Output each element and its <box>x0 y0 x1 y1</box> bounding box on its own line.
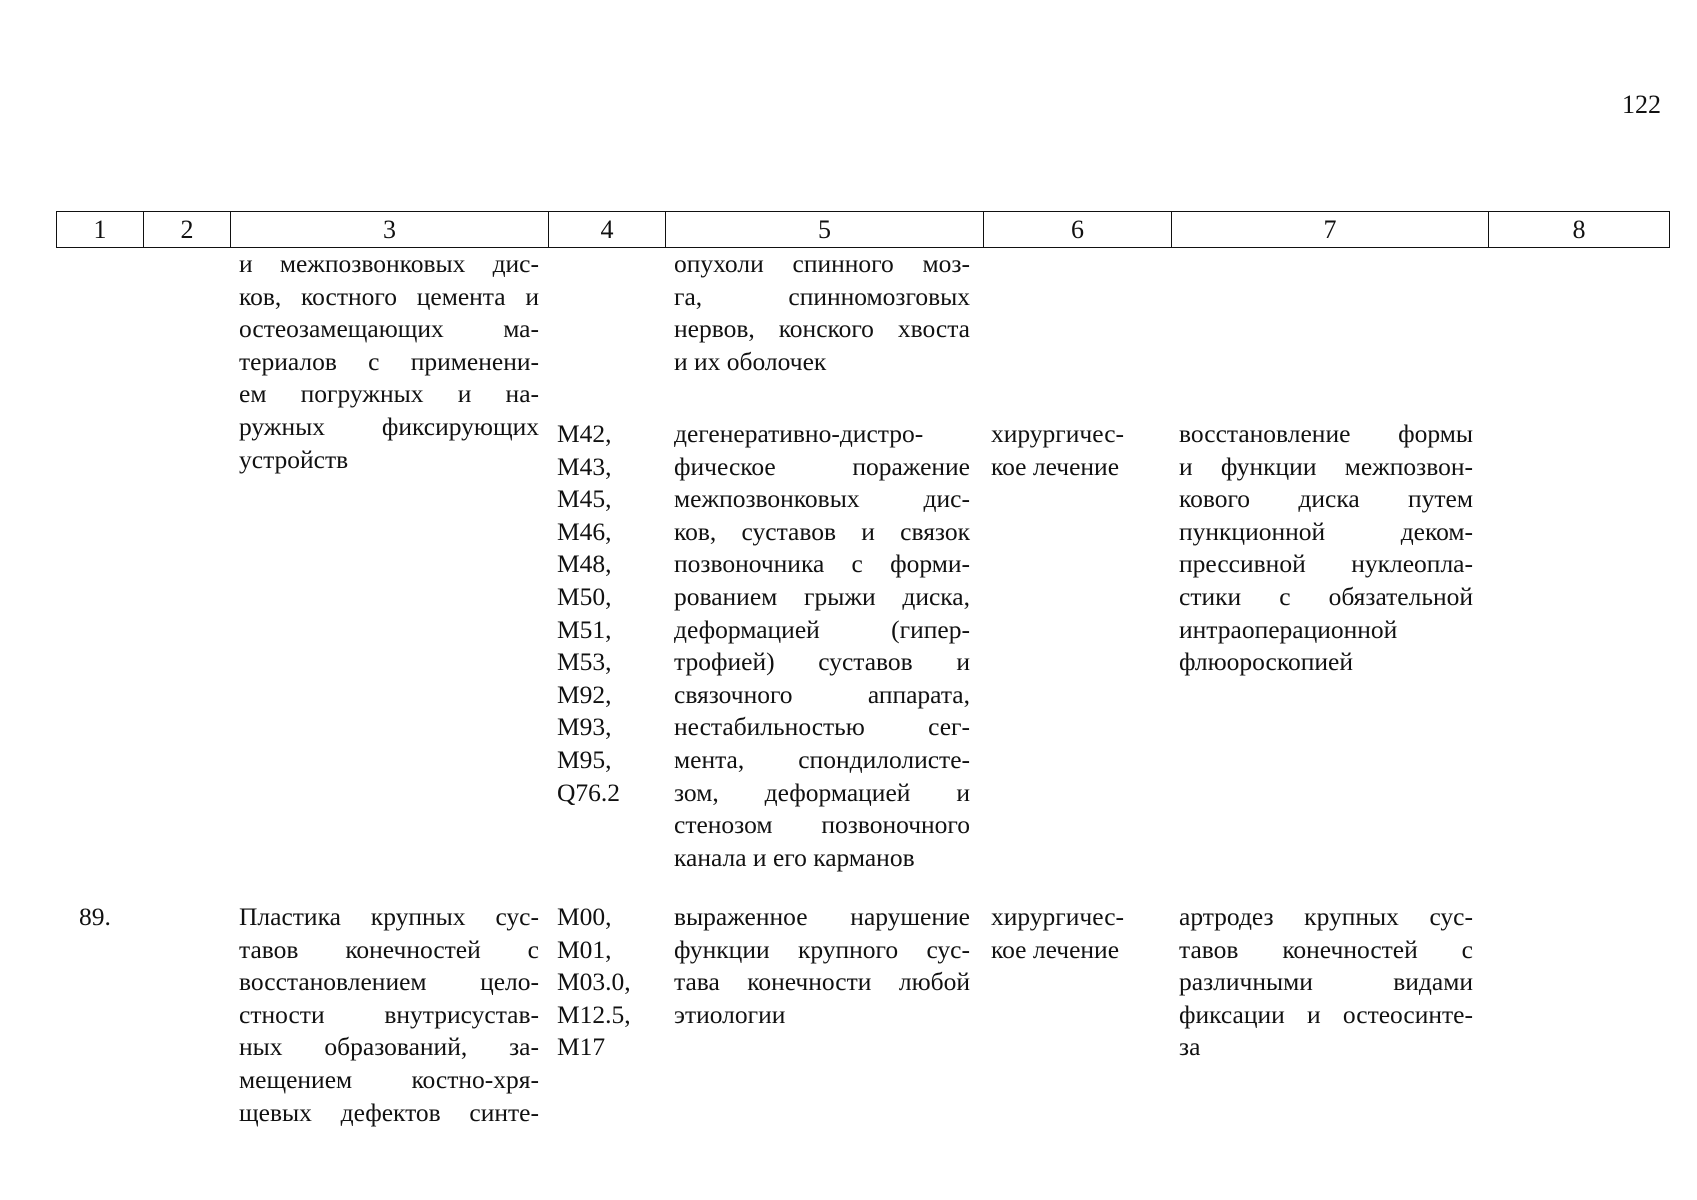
text-line: деформацией (гипер- <box>674 614 970 644</box>
column-number-header <box>56 211 1670 248</box>
text-line: тавов конечностей с <box>1179 934 1473 964</box>
text-line: межпозвонковых дис- <box>674 484 970 514</box>
text-line: и их оболочек <box>674 346 827 376</box>
text-line: восстановление формы <box>1179 419 1473 448</box>
text-line: мента, спондилолисте- <box>674 744 970 774</box>
text-line: дегенеративно-дистро- <box>674 419 924 448</box>
text-line: ем погружных и на- <box>239 379 539 409</box>
treatment-method-block2 <box>1179 418 1473 679</box>
text-line: фическое поражение <box>674 451 970 481</box>
text-line: стики с обязательной <box>1179 581 1473 611</box>
diagnosis-description-row89 <box>674 901 970 1031</box>
text-line: рованием грыжи диска, <box>674 581 970 611</box>
text-line: мещением костно-хря- <box>239 1064 539 1094</box>
text-line: интраоперационной <box>1179 614 1398 644</box>
text-line: трофией) суставов и <box>674 647 970 677</box>
text-line: выраженное нарушение <box>674 902 970 931</box>
icd-code: Q76.2 <box>557 777 621 807</box>
column-number-1: 1 <box>57 212 144 248</box>
icd-code: M42, <box>557 419 612 448</box>
icd-code: M48, <box>557 549 612 579</box>
icd-code: M12.5, <box>557 999 631 1029</box>
text-line: зом, деформацией и <box>674 777 970 807</box>
text-line: опухоли спинного моз- <box>674 249 970 278</box>
text-line: хирургичес- <box>991 902 1125 931</box>
text-line: этиологии <box>674 999 786 1029</box>
column-number-5: 5 <box>666 212 984 248</box>
text-line: канала и его карманов <box>674 842 915 872</box>
column-number-2: 2 <box>144 212 231 248</box>
text-line: прессивной нуклеопла- <box>1179 549 1473 579</box>
text-line: устройств <box>239 444 349 474</box>
icd-codes-block2 <box>557 418 657 809</box>
text-line: Пластика крупных сус- <box>239 902 539 931</box>
treatment-type-row89 <box>991 901 1151 966</box>
icd-code: M17 <box>557 1032 606 1062</box>
icd-code: M51, <box>557 614 612 644</box>
treatment-method-row89 <box>1179 901 1473 1064</box>
text-line: щевых дефектов синте- <box>239 1097 539 1127</box>
text-line: га, спинномозговых <box>674 281 970 311</box>
text-line: ных образований, за- <box>239 1032 539 1062</box>
text-line: ков, суставов и связок <box>674 516 970 546</box>
text-line: и функции межпозвон- <box>1179 451 1473 481</box>
text-line: восстановлением цело- <box>239 967 539 997</box>
text-line: флюороскопией <box>1179 647 1353 677</box>
text-line: тавов конечностей с <box>239 934 539 964</box>
row-number-89: 89. <box>79 902 111 931</box>
icd-code: M43, <box>557 451 612 481</box>
text-line: пункционной деком- <box>1179 516 1473 546</box>
text-line: позвоночника с форми- <box>674 549 970 579</box>
text-line: функции крупного сус- <box>674 934 970 964</box>
text-line: хирургичес- <box>991 419 1125 448</box>
text-line: остеозамещающих ма- <box>239 314 539 344</box>
icd-code: M50, <box>557 581 612 611</box>
text-line: ружных фиксирующих <box>239 411 539 441</box>
icd-code: M03.0, <box>557 967 631 997</box>
column-number-4: 4 <box>549 212 666 248</box>
column-number-8: 8 <box>1489 212 1670 248</box>
icd-code: M46, <box>557 516 612 546</box>
diagnosis-description-block2 <box>674 418 970 874</box>
intervention-description-continued <box>239 248 539 476</box>
text-line: артродез крупных сус- <box>1179 902 1473 931</box>
treatment-type-block2 <box>991 418 1151 483</box>
diagnosis-description-block1 <box>674 248 970 378</box>
text-line: ков, костного цемента и <box>239 281 539 311</box>
text-line: фиксации и остеосинте- <box>1179 999 1473 1029</box>
text-line: кое лечение <box>991 934 1120 964</box>
column-number-6: 6 <box>984 212 1172 248</box>
text-line: нервов, конского хвоста <box>674 314 970 344</box>
icd-code: M92, <box>557 679 612 709</box>
page-number: 122 <box>1622 90 1661 119</box>
text-line: кового диска путем <box>1179 484 1473 514</box>
icd-code: M01, <box>557 934 612 964</box>
text-line: кое лечение <box>991 451 1120 481</box>
icd-code: M00, <box>557 902 612 931</box>
column-number-3: 3 <box>231 212 549 248</box>
text-line: стности внутрисустав- <box>239 999 539 1029</box>
text-line: тава конечности любой <box>674 967 970 997</box>
intervention-description-row89 <box>239 901 539 1129</box>
text-line: связочного аппарата, <box>674 679 970 709</box>
text-line: и межпозвонковых дис- <box>239 249 539 278</box>
icd-code: M45, <box>557 484 612 514</box>
icd-code: M53, <box>557 647 612 677</box>
text-line: различными видами <box>1179 967 1473 997</box>
text-line: за <box>1179 1032 1201 1062</box>
text-line: териалов с применени- <box>239 346 539 376</box>
text-line: нестабильностью сег- <box>674 712 970 742</box>
column-number-7: 7 <box>1172 212 1489 248</box>
icd-code: M95, <box>557 744 612 774</box>
icd-codes-row89 <box>557 901 657 1064</box>
text-line: стенозом позвоночного <box>674 810 970 840</box>
icd-code: M93, <box>557 712 612 742</box>
